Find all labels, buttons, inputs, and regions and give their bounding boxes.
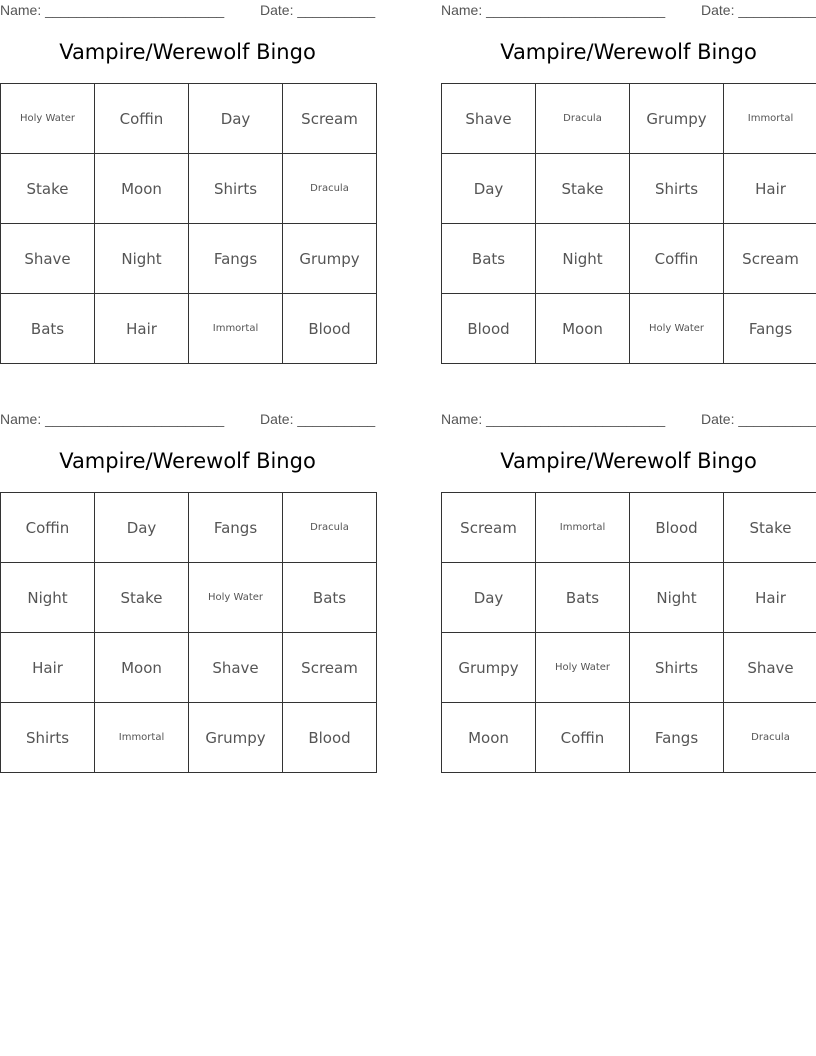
bingo-cell: Blood bbox=[283, 703, 377, 773]
bingo-cell: Grumpy bbox=[189, 703, 283, 773]
date-label: Date: bbox=[701, 2, 735, 18]
name-blank: _______________________ bbox=[486, 411, 666, 427]
name-blank: _______________________ bbox=[45, 411, 225, 427]
bingo-cell: Shave bbox=[724, 633, 816, 703]
bingo-cell: Coffin bbox=[630, 224, 724, 294]
bingo-cell: Hair bbox=[1, 633, 95, 703]
date-field bbox=[701, 2, 816, 18]
name-field bbox=[441, 2, 665, 18]
bingo-cell: Scream bbox=[724, 224, 816, 294]
bingo-card-1 bbox=[0, 0, 375, 380]
bingo-cell: Holy Water bbox=[189, 563, 283, 633]
bingo-cell: Night bbox=[536, 224, 630, 294]
bingo-cell: Hair bbox=[724, 563, 816, 633]
bingo-cell: Dracula bbox=[536, 84, 630, 154]
bingo-cell: Stake bbox=[1, 154, 95, 224]
bingo-card-4 bbox=[441, 409, 816, 789]
name-date-line bbox=[0, 411, 375, 429]
bingo-cell: Dracula bbox=[724, 703, 816, 773]
bingo-cell: Blood bbox=[630, 493, 724, 563]
date-blank: __________ bbox=[297, 411, 376, 427]
name-field bbox=[441, 411, 665, 427]
name-label: Name: bbox=[441, 411, 483, 427]
grid-row bbox=[442, 154, 816, 224]
bingo-cell: Moon bbox=[536, 294, 630, 364]
bingo-cell: Holy Water bbox=[536, 633, 630, 703]
name-date-line bbox=[441, 2, 816, 20]
bingo-cell: Immortal bbox=[95, 703, 189, 773]
bingo-cell: Coffin bbox=[1, 493, 95, 563]
card-title: Vampire/Werewolf Bingo bbox=[59, 40, 316, 64]
bingo-cell: Scream bbox=[283, 84, 377, 154]
bingo-cell: Moon bbox=[442, 703, 536, 773]
bingo-cell: Grumpy bbox=[442, 633, 536, 703]
bingo-cell: Holy Water bbox=[1, 84, 95, 154]
bingo-cell: Grumpy bbox=[630, 84, 724, 154]
bingo-cell: Night bbox=[630, 563, 724, 633]
bingo-cell: Shave bbox=[442, 84, 536, 154]
bingo-card-3 bbox=[0, 409, 375, 789]
date-blank: __________ bbox=[738, 411, 816, 427]
bingo-cell: Shirts bbox=[630, 154, 724, 224]
bingo-cell: Shave bbox=[189, 633, 283, 703]
grid-row bbox=[1, 224, 377, 294]
bingo-card-2 bbox=[441, 0, 816, 380]
bingo-cell: Moon bbox=[95, 633, 189, 703]
grid-row bbox=[1, 294, 377, 364]
bingo-cell: Dracula bbox=[283, 154, 377, 224]
bingo-cell: Fangs bbox=[724, 294, 816, 364]
date-field bbox=[260, 411, 375, 427]
name-label: Name: bbox=[0, 411, 42, 427]
bingo-cell: Shave bbox=[1, 224, 95, 294]
bingo-cell: Hair bbox=[95, 294, 189, 364]
grid-row bbox=[1, 703, 377, 773]
grid-row bbox=[442, 84, 816, 154]
bingo-cell: Grumpy bbox=[283, 224, 377, 294]
bingo-cell: Shirts bbox=[1, 703, 95, 773]
grid-row bbox=[1, 563, 377, 633]
name-label: Name: bbox=[441, 2, 483, 18]
date-blank: __________ bbox=[738, 2, 816, 18]
grid-row bbox=[1, 633, 377, 703]
name-date-line bbox=[0, 2, 375, 20]
name-label: Name: bbox=[0, 2, 42, 18]
bingo-cell: Holy Water bbox=[630, 294, 724, 364]
name-field bbox=[0, 411, 224, 427]
grid-row bbox=[442, 633, 816, 703]
bingo-cell: Day bbox=[442, 154, 536, 224]
name-blank: _______________________ bbox=[486, 2, 666, 18]
bingo-cell: Immortal bbox=[536, 493, 630, 563]
grid-row bbox=[442, 294, 816, 364]
bingo-cell: Day bbox=[442, 563, 536, 633]
bingo-cell: Shirts bbox=[189, 154, 283, 224]
bingo-grid bbox=[0, 83, 377, 364]
card-title: Vampire/Werewolf Bingo bbox=[59, 449, 316, 473]
bingo-cell: Bats bbox=[283, 563, 377, 633]
grid-row bbox=[1, 84, 377, 154]
date-field bbox=[260, 2, 375, 18]
bingo-cell: Scream bbox=[442, 493, 536, 563]
bingo-cell: Immortal bbox=[189, 294, 283, 364]
card-title: Vampire/Werewolf Bingo bbox=[500, 449, 757, 473]
name-field bbox=[0, 2, 224, 18]
bingo-cell: Fangs bbox=[189, 493, 283, 563]
bingo-cell: Scream bbox=[283, 633, 377, 703]
grid-row bbox=[442, 703, 816, 773]
bingo-cell: Dracula bbox=[283, 493, 377, 563]
date-label: Date: bbox=[260, 2, 294, 18]
grid-row bbox=[442, 224, 816, 294]
bingo-grid bbox=[0, 492, 377, 773]
grid-row bbox=[1, 493, 377, 563]
bingo-cell: Stake bbox=[536, 154, 630, 224]
date-blank: __________ bbox=[297, 2, 376, 18]
date-label: Date: bbox=[701, 411, 735, 427]
bingo-cell: Stake bbox=[95, 563, 189, 633]
bingo-cell: Night bbox=[1, 563, 95, 633]
bingo-cell: Blood bbox=[442, 294, 536, 364]
bingo-cell: Bats bbox=[442, 224, 536, 294]
bingo-grid bbox=[441, 83, 816, 364]
bingo-cell: Night bbox=[95, 224, 189, 294]
bingo-cell: Moon bbox=[95, 154, 189, 224]
bingo-cell: Blood bbox=[283, 294, 377, 364]
bingo-cell: Day bbox=[189, 84, 283, 154]
name-date-line bbox=[441, 411, 816, 429]
bingo-cell: Immortal bbox=[724, 84, 816, 154]
bingo-cell: Stake bbox=[724, 493, 816, 563]
bingo-cell: Bats bbox=[536, 563, 630, 633]
bingo-cell: Shirts bbox=[630, 633, 724, 703]
grid-row bbox=[442, 563, 816, 633]
card-title: Vampire/Werewolf Bingo bbox=[500, 40, 757, 64]
bingo-cell: Fangs bbox=[189, 224, 283, 294]
bingo-cell: Day bbox=[95, 493, 189, 563]
bingo-cell: Fangs bbox=[630, 703, 724, 773]
bingo-cell: Hair bbox=[724, 154, 816, 224]
grid-row bbox=[1, 154, 377, 224]
bingo-cell: Coffin bbox=[95, 84, 189, 154]
bingo-cell: Coffin bbox=[536, 703, 630, 773]
bingo-grid bbox=[441, 492, 816, 773]
name-blank: _______________________ bbox=[45, 2, 225, 18]
bingo-cell: Bats bbox=[1, 294, 95, 364]
date-field bbox=[701, 411, 816, 427]
grid-row bbox=[442, 493, 816, 563]
date-label: Date: bbox=[260, 411, 294, 427]
